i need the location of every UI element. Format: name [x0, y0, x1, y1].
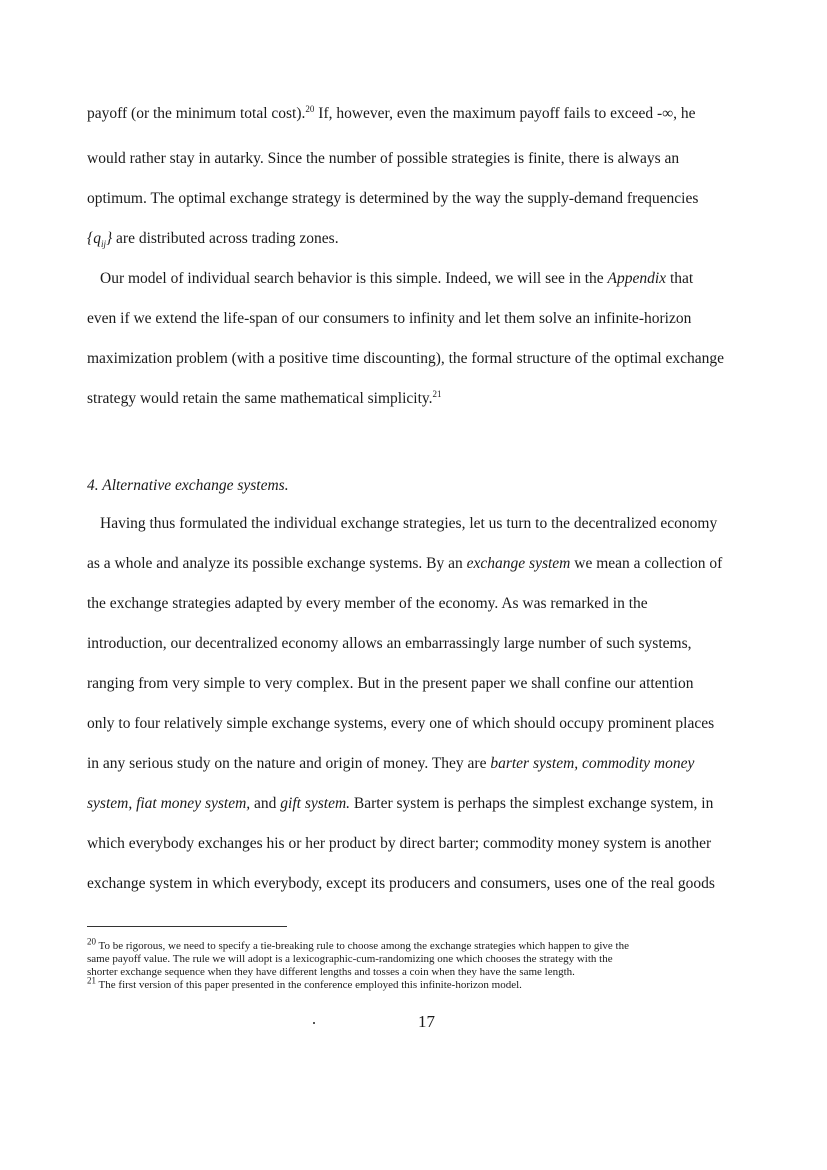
paragraph-3-line-10: exchange system in which everybody, except its producers and consumers, uses one of the real goods	[87, 875, 715, 892]
paragraph-2-line-2: even if we extend the life-span of our consumers to infinity and let them solve an infinite-horizon	[87, 310, 692, 327]
text: The first version of this paper presented in the conference employed this infinite-horizon model.	[96, 979, 522, 991]
paragraph-3-line-6: only to four relatively simple exchange systems, every one of which should occupy prominent places	[87, 715, 715, 732]
variable-q: {q	[87, 230, 101, 247]
paragraph-3-line-5: ranging from very simple to very complex. But in the present paper we shall confine our attention	[87, 675, 694, 692]
footnote-20-line-1	[87, 936, 777, 953]
appendix-ref: Appendix	[607, 270, 667, 287]
variable-close: }	[105, 230, 113, 247]
text: If, however, even the maximum payoff fails to exceed -∞, he	[314, 105, 696, 122]
term-systems: system, fiat money system,	[87, 795, 251, 812]
scan-speck	[313, 1022, 315, 1024]
footnote-divider	[87, 926, 287, 927]
paragraph-3-line-4: introduction, our decentralized economy allows an embarrassingly large number of such systems,	[87, 635, 692, 652]
footnote-mark-21: 21	[87, 975, 96, 986]
term-exchange-system: exchange system	[466, 555, 571, 572]
paragraph-3-line-7	[87, 754, 757, 774]
text: payoff (or the minimum total cost).	[87, 105, 306, 122]
paragraph-1-line-2: would rather stay in autarky. Since the number of possible strategies is finite, there is always an	[87, 150, 680, 167]
term-systems: barter system, commodity money	[490, 755, 695, 772]
footnote-mark-20: 20	[87, 936, 96, 947]
paragraph-2-line-4	[87, 389, 757, 409]
paragraph-3-line-3: the exchange strategies adapted by every member of the economy. As was remarked in the	[87, 595, 648, 612]
footnote-ref-21[interactable]: 21	[432, 388, 442, 399]
paragraph-1-line-4	[87, 229, 757, 249]
variable-subscript: ij	[100, 239, 106, 250]
footnote-ref-20[interactable]: 20	[305, 103, 315, 114]
text: To be rigorous, we need to specify a tie-breaking rule to choose among the exchange strategies which happen to give the	[96, 940, 629, 952]
paragraph-3-line-8	[87, 794, 757, 814]
text: Our model of individual search behavior is this simple. Indeed, we will see in the	[100, 270, 608, 287]
paragraph-2-line-1	[100, 269, 770, 289]
text: strategy would retain the same mathematical simplicity.	[87, 390, 433, 407]
paragraph-1-line-3: optimum. The optimal exchange strategy is determined by the way the supply-demand frequencies	[87, 190, 699, 207]
footnote-21-line-1	[87, 975, 777, 992]
paragraph-3-line-1: Having thus formulated the individual exchange strategies, let us turn to the decentralized economy	[100, 515, 718, 532]
section-heading: 4. Alternative exchange systems.	[87, 477, 289, 494]
footnote-20-line-2: same payoff value. The rule we will adopt is a lexicographic-cum-randomizing one which chooses the strategy with the	[87, 953, 613, 965]
paragraph-3-line-9: which everybody exchanges his or her product by direct barter; commodity money system is another	[87, 835, 712, 852]
text: that	[666, 270, 694, 287]
text: in any serious study on the nature and origin of money. They are	[87, 755, 491, 772]
text: are distributed across trading zones.	[112, 230, 339, 247]
paragraph-1-line-1	[87, 104, 757, 124]
text: we mean a collection of	[570, 555, 723, 572]
text: as a whole and analyze its possible exchange systems. By an	[87, 555, 467, 572]
paragraph-2-line-3: maximization problem (with a positive time discounting), the formal structure of the optimal exchange	[87, 350, 725, 367]
page-number: 17	[418, 1012, 435, 1031]
footnote-20-line-3: shorter exchange sequence when they have different lengths and tosses a coin when they have the same length.	[87, 966, 575, 978]
term-gift-system: gift system.	[280, 795, 351, 812]
text: and	[250, 795, 281, 812]
text: Barter system is perhaps the simplest exchange system, in	[350, 795, 714, 812]
paragraph-3-line-2	[87, 554, 757, 574]
